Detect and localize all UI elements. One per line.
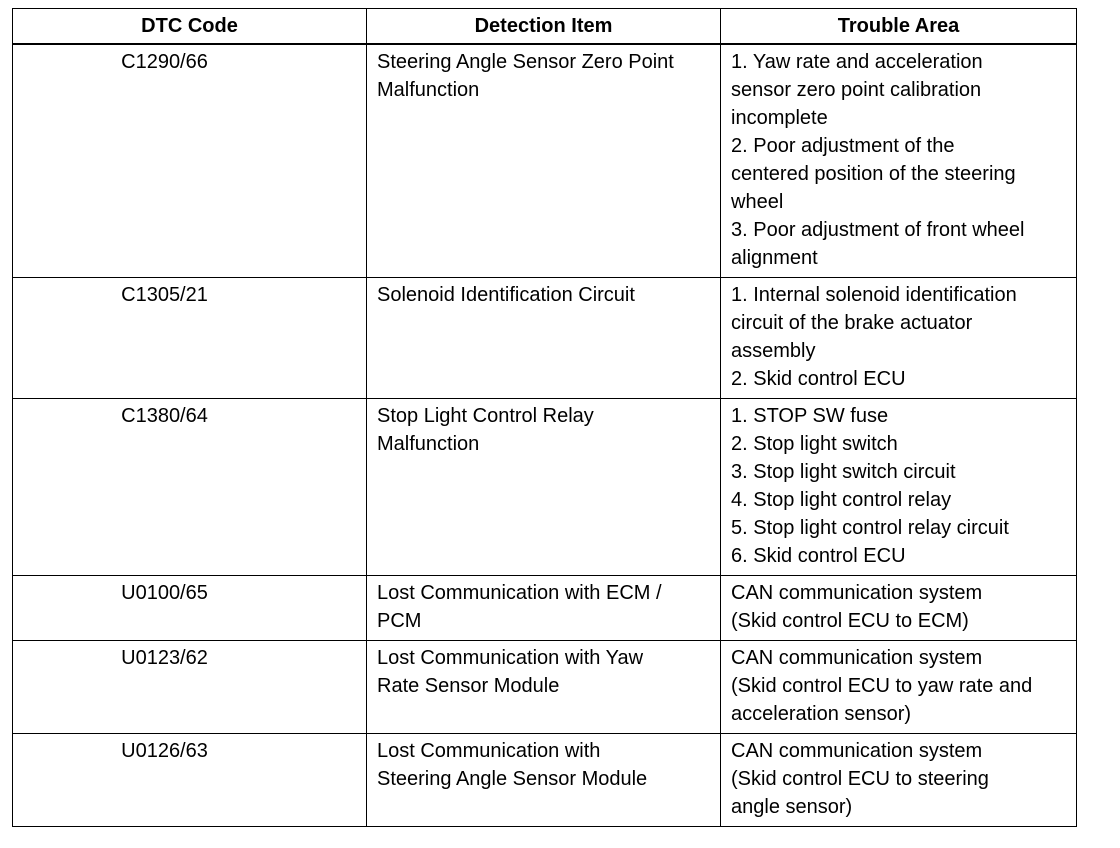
- table-row: [13, 44, 1077, 278]
- trouble-area-cell: [721, 576, 1077, 641]
- dtc-code-cell: U0123/62: [13, 641, 367, 734]
- trouble-area-line: assembly: [731, 340, 816, 362]
- header-trouble-area: Trouble Area: [721, 9, 1077, 45]
- trouble-area-line: (Skid control ECU to steering: [731, 768, 989, 790]
- trouble-area-line: 1. Yaw rate and acceleration: [731, 51, 983, 73]
- detection-item-line: Lost Communication with ECM /: [377, 582, 662, 604]
- trouble-area-cell: [721, 44, 1077, 278]
- detection-item-line: Lost Communication with Yaw: [377, 647, 644, 669]
- detection-item-cell: [367, 641, 721, 734]
- trouble-area-line: acceleration sensor): [731, 703, 912, 725]
- detection-item-line: Lost Communication with: [377, 740, 601, 762]
- trouble-area-line: 2. Skid control ECU: [731, 368, 906, 390]
- detection-item-line: Steering Angle Sensor Zero Point: [377, 51, 674, 73]
- trouble-area-cell: [721, 734, 1077, 827]
- detection-item-cell: [367, 278, 721, 399]
- header-dtc-code: DTC Code: [13, 9, 367, 45]
- trouble-area-line: 2. Stop light switch: [731, 433, 898, 455]
- trouble-area-cell: [721, 278, 1077, 399]
- detection-item-line: Solenoid Identification Circuit: [377, 284, 635, 306]
- trouble-area-line: (Skid control ECU to ECM): [731, 610, 969, 632]
- trouble-area-line: alignment: [731, 247, 818, 269]
- dtc-code-cell: C1380/64: [13, 399, 367, 576]
- dtc-code-cell: C1290/66: [13, 44, 367, 278]
- trouble-area-line: sensor zero point calibration: [731, 79, 982, 101]
- detection-item-line: Stop Light Control Relay: [377, 405, 594, 427]
- dtc-table: [12, 8, 1077, 827]
- trouble-area-cell: [721, 641, 1077, 734]
- trouble-area-line: 2. Poor adjustment of the: [731, 135, 955, 157]
- trouble-area-line: CAN communication system: [731, 740, 983, 762]
- detection-item-cell: [367, 734, 721, 827]
- trouble-area-line: (Skid control ECU to yaw rate and: [731, 675, 1033, 697]
- trouble-area-line: circuit of the brake actuator: [731, 312, 973, 334]
- detection-item-line: Rate Sensor Module: [377, 675, 560, 697]
- detection-item-cell: [367, 44, 721, 278]
- header-row: [13, 9, 1077, 45]
- trouble-area-line: CAN communication system: [731, 582, 983, 604]
- trouble-area-cell: [721, 399, 1077, 576]
- trouble-area-line: CAN communication system: [731, 647, 983, 669]
- detection-item-line: Malfunction: [377, 79, 480, 101]
- trouble-area-line: 6. Skid control ECU: [731, 545, 906, 567]
- detection-item-line: Malfunction: [377, 433, 480, 455]
- detection-item-cell: [367, 399, 721, 576]
- trouble-area-line: 4. Stop light control relay: [731, 489, 952, 511]
- trouble-area-line: 1. Internal solenoid identification: [731, 284, 1017, 306]
- table-row: [13, 576, 1077, 641]
- trouble-area-line: incomplete: [731, 107, 828, 129]
- table-row: [13, 399, 1077, 576]
- trouble-area-line: 3. Stop light switch circuit: [731, 461, 956, 483]
- dtc-code-cell: C1305/21: [13, 278, 367, 399]
- header-detection-item: Detection Item: [367, 9, 721, 45]
- detection-item-line: PCM: [377, 610, 422, 632]
- detection-item-line: Steering Angle Sensor Module: [377, 768, 648, 790]
- table-row: [13, 734, 1077, 827]
- table-body: [13, 44, 1077, 827]
- table-row: [13, 641, 1077, 734]
- trouble-area-line: angle sensor): [731, 796, 853, 818]
- trouble-area-line: centered position of the steering: [731, 163, 1016, 185]
- dtc-code-cell: U0100/65: [13, 576, 367, 641]
- detection-item-cell: [367, 576, 721, 641]
- dtc-code-cell: U0126/63: [13, 734, 367, 827]
- trouble-area-line: 5. Stop light control relay circuit: [731, 517, 1009, 539]
- table-row: [13, 278, 1077, 399]
- trouble-area-line: wheel: [731, 191, 784, 213]
- trouble-area-line: 1. STOP SW fuse: [731, 405, 889, 427]
- trouble-area-line: 3. Poor adjustment of front wheel: [731, 219, 1025, 241]
